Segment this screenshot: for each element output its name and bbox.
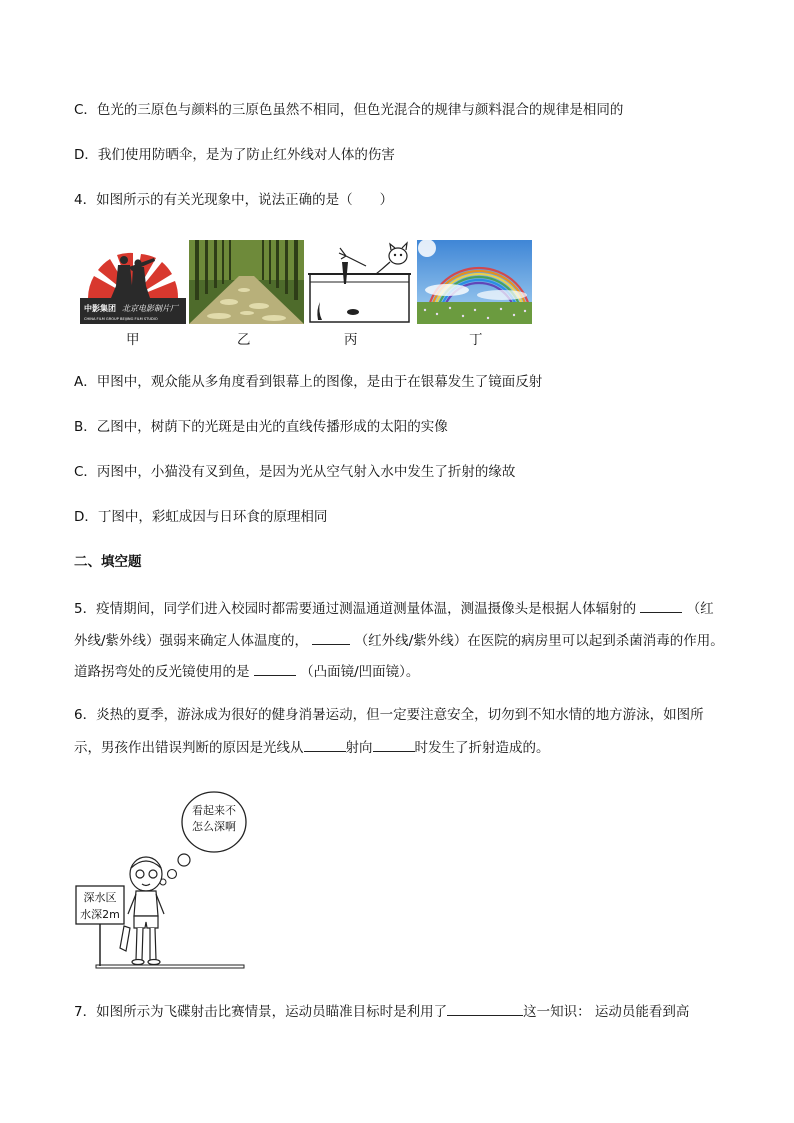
- q5-text-1: 5．疫情期间，同学们进入校园时都需要通过测温通道测量体温，测温摄像头是根据人体辐射的: [74, 601, 637, 617]
- q5-line-1: [74, 598, 714, 618]
- q3-option-d: D．我们使用防晒伞，是为了防止红外线对人体的伤害: [74, 147, 395, 163]
- logo-script-name: 北京电影制片厂: [122, 304, 178, 313]
- caption-jia: 甲: [126, 332, 140, 348]
- sign-text-line2: 水深2m: [80, 908, 120, 921]
- q5-line-2: [74, 630, 724, 650]
- figure-jia-film-logo: [80, 240, 186, 324]
- q4-option-c: C．丙图中，小猫没有叉到鱼，是因为光从空气射入水中发生了折射的缘故: [74, 464, 516, 480]
- q7-line-1: [74, 1001, 689, 1021]
- q5-text-4: （红外线/紫外线）在医院的病房里可以起到杀菌消毒的作用。: [354, 633, 724, 649]
- q5-blank-2[interactable]: [312, 630, 350, 645]
- logo-chinese-name: 中影集团: [84, 304, 116, 313]
- q4-stem: 4．如图所示的有关光现象中，说法正确的是（ ）: [74, 192, 394, 208]
- caption-yi: 乙: [237, 332, 251, 348]
- q6-text-4: 时发生了折射造成的。: [414, 740, 550, 756]
- q5-blank-1[interactable]: [640, 598, 682, 613]
- q7-blank-1[interactable]: [447, 1001, 523, 1016]
- q4-option-d: D．丁图中，彩虹成因与日环食的原理相同: [74, 509, 328, 525]
- caption-bing: 丙: [344, 332, 358, 348]
- figure-yi-tree-path: [189, 240, 304, 324]
- q3-option-c: C．色光的三原色与颜料的三原色虽然不相同，但色光混合的规律与颜料混合的规律是相同的: [74, 102, 624, 118]
- q6-line-2: [74, 737, 550, 757]
- bubble-text-line1: 看起来不: [192, 804, 236, 817]
- bubble-text-line2: 怎么深啊: [192, 820, 236, 833]
- q6-text-3: 射向: [345, 740, 373, 756]
- q6-blank-1[interactable]: [304, 737, 346, 752]
- q7-text-2: 这一知识： 运动员能看到高: [523, 1004, 690, 1020]
- sign-text-line1: 深水区: [83, 891, 117, 904]
- figure-boy-pool: [74, 776, 249, 972]
- logo-english-name: CHINA FILM GROUP BEIJING FILM STUDIO: [84, 317, 158, 321]
- q5-line-3: [74, 661, 419, 681]
- q6-line-1: 6．炎热的夏季，游泳成为很好的健身消暑运动，但一定要注意安全，切勿到不知水情的地方游泳，如图所: [74, 707, 704, 723]
- figure-bing-cat-fishing: [306, 240, 413, 324]
- q5-text-5: 道路拐弯处的反光镜使用的是: [74, 664, 250, 680]
- caption-ding: 丁: [469, 332, 483, 348]
- q6-text-2: 示，男孩作出错误判断的原因是光线从: [74, 740, 304, 756]
- q4-option-b: B．乙图中，树荫下的光斑是由光的直线传播形成的太阳的实像: [74, 419, 448, 435]
- q7-text-1: 7．如图所示为飞碟射击比赛情景，运动员瞄准目标时是利用了: [74, 1004, 448, 1020]
- q6-blank-2[interactable]: [373, 737, 415, 752]
- q5-text-6: （凸面镜/凹面镜）。: [300, 664, 420, 680]
- q5-blank-3[interactable]: [254, 661, 296, 676]
- q4-option-a: A．甲图中，观众能从多角度看到银幕上的图像，是由于在银幕发生了镜面反射: [74, 374, 543, 390]
- q5-text-3: 外线/紫外线）强弱来确定人体温度的，: [74, 633, 309, 649]
- q5-text-2: （红: [686, 601, 714, 617]
- section-heading-fill-blank: 二、填空题: [74, 554, 142, 570]
- figure-ding-rainbow: [417, 240, 532, 324]
